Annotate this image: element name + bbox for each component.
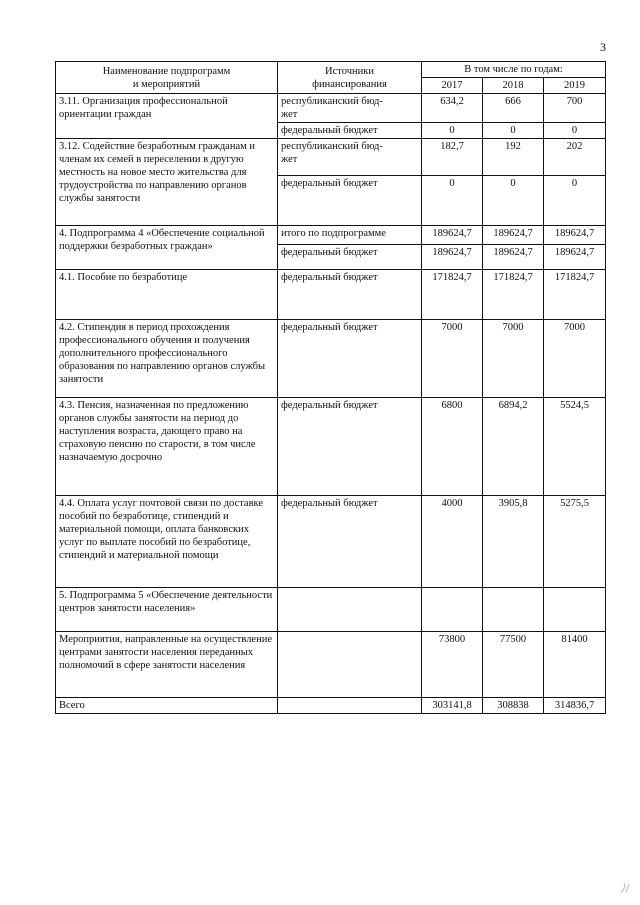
row-value-2017: 4000 [422, 496, 483, 588]
row-value-2018: 77500 [483, 632, 544, 698]
row-name: 4.2. Стипендия в период прохождения профессионального обучения и получения дополнительного профессионального образования по направлению органов службы занятости [56, 320, 278, 398]
row-value-2017: 303141,8 [422, 698, 483, 714]
row-value-2018: 189624,7 [483, 245, 544, 270]
header-years: В том числе по годам: [422, 62, 606, 78]
table-row [56, 588, 606, 632]
row-source: федеральный бюджет [278, 496, 422, 588]
row-source: федеральный бюджет [278, 320, 422, 398]
row-value-2018: 7000 [483, 320, 544, 398]
row-value-2019: 7000 [544, 320, 606, 398]
table-body [56, 94, 606, 714]
row-source [278, 588, 422, 632]
row-value-2019: 0 [544, 123, 606, 139]
row-value-2018: 0 [483, 123, 544, 139]
table-row [56, 226, 606, 245]
row-source: федеральный бюджет [278, 176, 422, 226]
header-name: Наименование подпрограмм и мероприятий [56, 62, 278, 94]
row-name: Всего [56, 698, 278, 714]
row-name: Мероприятия, направленные на осуществление центрами занятости населения переданных полномочий в сфере занятости населения [56, 632, 278, 698]
row-source: республиканский бюд- жет [278, 94, 422, 123]
row-source: федеральный бюджет [278, 398, 422, 496]
row-source: итого по подпрограмме [278, 226, 422, 245]
row-value-2017: 0 [422, 123, 483, 139]
header-year-2018: 2018 [483, 78, 544, 94]
row-value-2018: 3905,8 [483, 496, 544, 588]
table-row [56, 632, 606, 698]
table-row [56, 496, 606, 588]
row-value-2019: 5524,5 [544, 398, 606, 496]
row-value-2017: 6800 [422, 398, 483, 496]
row-source: федеральный бюджет [278, 123, 422, 139]
row-source: республиканский бюд- жет [278, 139, 422, 176]
header-source: Источники финансирования [278, 62, 422, 94]
row-value-2018: 666 [483, 94, 544, 123]
row-value-2019: 202 [544, 139, 606, 176]
row-source: федеральный бюджет [278, 245, 422, 270]
header-year-2019: 2019 [544, 78, 606, 94]
row-value-2017: 189624,7 [422, 226, 483, 245]
row-value-2019: 0 [544, 176, 606, 226]
row-value-2017: 189624,7 [422, 245, 483, 270]
table-row [56, 94, 606, 123]
row-source: федеральный бюджет [278, 270, 422, 320]
row-value-2019: 81400 [544, 632, 606, 698]
table-row [56, 270, 606, 320]
page-number: 3 [600, 40, 606, 54]
row-value-2017: 7000 [422, 320, 483, 398]
row-name: 4. Подпрограмма 4 «Обеспечение социальной поддержки безработных граждан» [56, 226, 278, 270]
row-value-2019: 700 [544, 94, 606, 123]
row-name: 3.12. Содействие безработным гражданам и членам их семей в переселении в другую местность на новое место жительства для трудоустройства по направлению органов службы занятости [56, 139, 278, 226]
table-row [56, 398, 606, 496]
row-value-2019: 189624,7 [544, 226, 606, 245]
row-value-2019: 171824,7 [544, 270, 606, 320]
row-value-2017: 182,7 [422, 139, 483, 176]
scan-mark [618, 878, 632, 896]
row-name: 4.3. Пенсия, назначенная по предложению органов службы занятости на период до наступления возраста, дающего право на страховую пенсию по старости, в том числе назначаемую досрочно [56, 398, 278, 496]
row-value-2017: 73800 [422, 632, 483, 698]
row-value-2018: 171824,7 [483, 270, 544, 320]
row-name: 4.1. Пособие по безработице [56, 270, 278, 320]
row-value-2017: 0 [422, 176, 483, 226]
table-row [56, 139, 606, 176]
row-value-2018 [483, 588, 544, 632]
row-source [278, 632, 422, 698]
row-value-2018: 308838 [483, 698, 544, 714]
row-source [278, 698, 422, 714]
row-value-2019: 5275,5 [544, 496, 606, 588]
row-value-2019 [544, 588, 606, 632]
table-row [56, 698, 606, 714]
row-value-2017: 171824,7 [422, 270, 483, 320]
row-value-2018: 192 [483, 139, 544, 176]
table-row [56, 320, 606, 398]
row-value-2018: 189624,7 [483, 226, 544, 245]
budget-table [55, 61, 606, 714]
row-value-2017 [422, 588, 483, 632]
row-value-2018: 6894,2 [483, 398, 544, 496]
row-name: 3.11. Организация профессиональной ориентации граждан [56, 94, 278, 139]
row-name: 5. Подпрограмма 5 «Обеспечение деятельности центров занятости населения» [56, 588, 278, 632]
row-value-2017: 634,2 [422, 94, 483, 123]
row-value-2018: 0 [483, 176, 544, 226]
row-value-2019: 314836,7 [544, 698, 606, 714]
row-value-2019: 189624,7 [544, 245, 606, 270]
header-year-2017: 2017 [422, 78, 483, 94]
header-row [56, 62, 606, 78]
row-name: 4.4. Оплата услуг почтовой связи по доставке пособий по безработице, стипендий и материальной помощи, оплата банковских услуг по выплате пособий по безработице, стипендий и материальной помощи [56, 496, 278, 588]
